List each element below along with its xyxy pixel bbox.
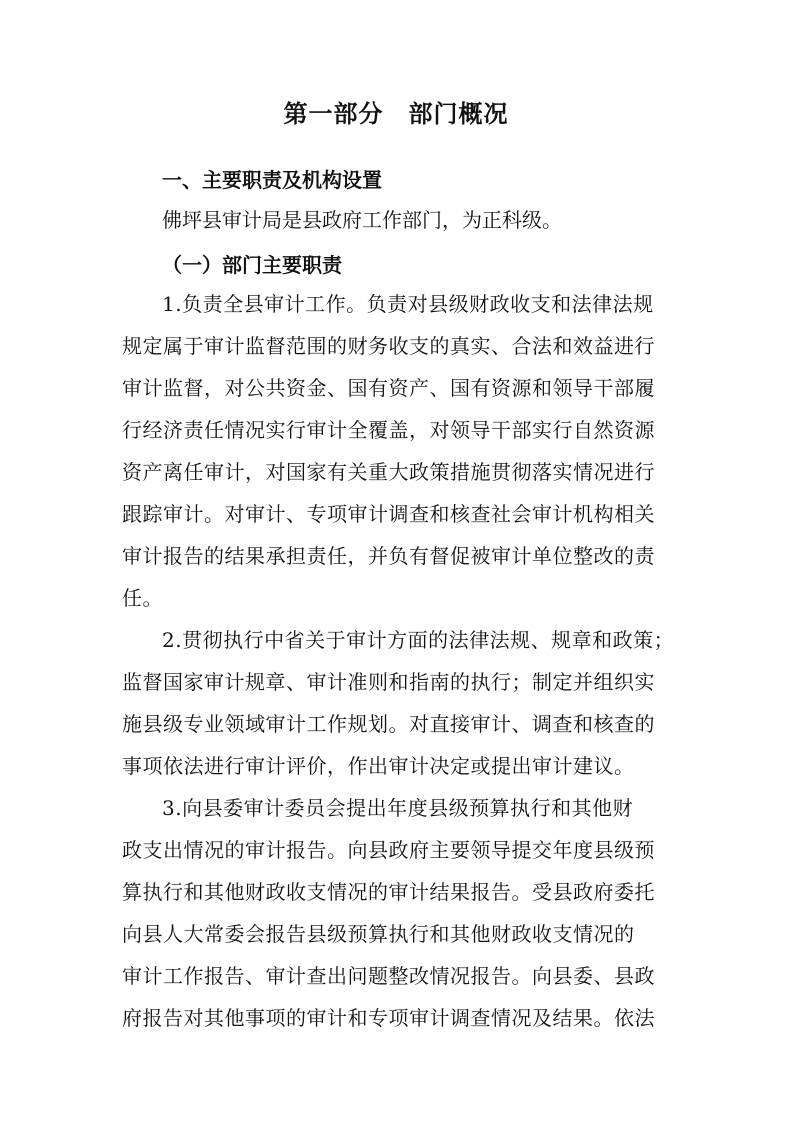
page-title: 第一部分 部门概况 — [283, 99, 509, 128]
subsection-heading: （一）部门主要职责 — [162, 253, 342, 277]
body-line: 资产离任审计，对国家有关重大政策措施贯彻落实情况进行 — [122, 460, 655, 484]
body-line: 2.贯彻执行中省关于审计方面的法律法规、规章和政策； — [162, 628, 675, 652]
body-line: 府报告对其他事项的审计和专项审计调查情况及结果。依法 — [122, 1006, 655, 1030]
body-line: 监督国家审计规章、审计准则和指南的执行；制定并组织实 — [122, 670, 655, 694]
body-line: 向县人大常委会报告县级预算执行和其他财政收支情况的 — [122, 922, 635, 946]
section-heading: 一、主要职责及机构设置 — [162, 168, 382, 192]
body-line: 1.负责全县审计工作。负责对县级财政收支和法律法规 — [162, 292, 654, 316]
body-line: 规定属于审计监督范围的财务收支的真实、合法和效益进行 — [122, 334, 655, 358]
body-line: 跟踪审计。对审计、专项审计调查和核查社会审计机构相关 — [122, 502, 655, 526]
body-line: 审计报告的结果承担责任，并负有督促被审计单位整改的责 — [122, 544, 655, 568]
body-line: 审计监督，对公共资金、国有资产、国有资源和领导干部履 — [122, 376, 655, 400]
intro-paragraph: 佛坪县审计局是县政府工作部门，为正科级。 — [162, 208, 562, 232]
body-line: 事项依法进行审计评价，作出审计决定或提出审计建议。 — [122, 754, 635, 778]
body-line: 算执行和其他财政收支情况的审计结果报告。受县政府委托 — [122, 880, 655, 904]
body-line: 审计工作报告、审计查出问题整改情况报告。向县委、县政 — [122, 964, 655, 988]
body-line: 3.向县委审计委员会提出年度县级预算执行和其他财 — [162, 796, 634, 820]
body-line: 任。 — [122, 586, 163, 610]
body-line: 政支出情况的审计报告。向县政府主要领导提交年度县级预 — [122, 838, 655, 862]
body-line: 行经济责任情况实行审计全覆盖，对领导干部实行自然资源 — [122, 418, 655, 442]
body-line: 施县级专业领域审计工作规划。对直接审计、调查和核查的 — [122, 712, 655, 736]
